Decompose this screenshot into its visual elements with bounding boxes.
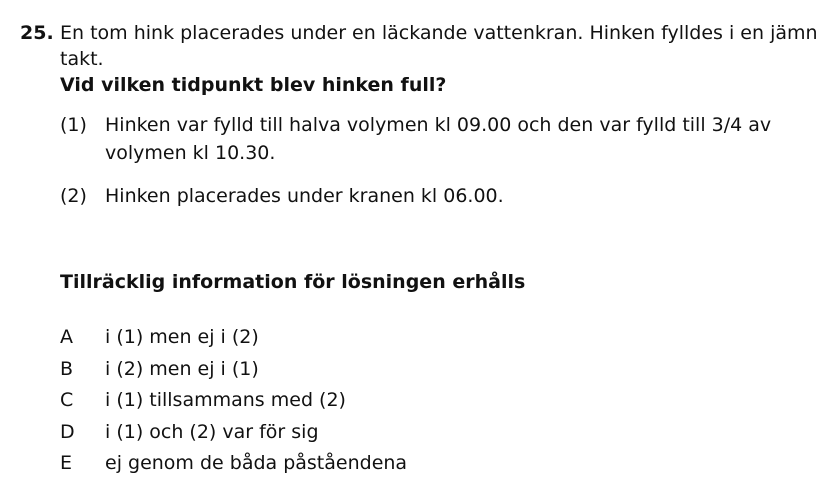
option-d-text: i (1) och (2) var för sig bbox=[105, 420, 319, 443]
option-b[interactable] bbox=[60, 354, 407, 386]
statement-1-label: (1) bbox=[60, 114, 87, 136]
statement-2 bbox=[60, 182, 790, 210]
statement-2-label: (2) bbox=[60, 185, 87, 207]
option-a-letter: A bbox=[60, 326, 73, 348]
answer-options bbox=[60, 322, 407, 480]
question-number: 25. bbox=[20, 22, 54, 44]
option-c-letter: C bbox=[60, 389, 74, 411]
option-c-text: i (1) tillsammans med (2) bbox=[105, 389, 346, 411]
option-e-text: ej genom de båda påståendena bbox=[105, 452, 408, 474]
option-e-letter: E bbox=[60, 452, 73, 474]
question-stem bbox=[60, 20, 830, 98]
statement-2-text: Hinken placerades under kranen kl 06.00. bbox=[105, 185, 504, 207]
statement-1-text: Hinken var fylld till halva volymen kl 09.00 och den var fylld till 3/4 av volymen kl 10.30. bbox=[105, 114, 772, 164]
option-b-text: i (2) men ej i (1) bbox=[105, 357, 259, 380]
option-a-text: i (1) men ej i (2) bbox=[105, 326, 259, 348]
option-e[interactable] bbox=[60, 448, 407, 480]
option-b-letter: B bbox=[60, 357, 74, 380]
answer-heading: Tillräcklig information för lösningen erhålls bbox=[60, 271, 526, 293]
question-prompt: Vid vilken tidpunkt blev hinken full? bbox=[60, 74, 447, 96]
option-d-letter: D bbox=[60, 420, 75, 443]
statement-1 bbox=[60, 111, 790, 167]
option-c[interactable] bbox=[60, 385, 407, 417]
option-a[interactable] bbox=[60, 322, 407, 354]
option-d[interactable] bbox=[60, 417, 407, 449]
question-intro: En tom hink placerades under en läckande vattenkran. Hinken fylldes i en jämn takt. bbox=[60, 22, 818, 70]
